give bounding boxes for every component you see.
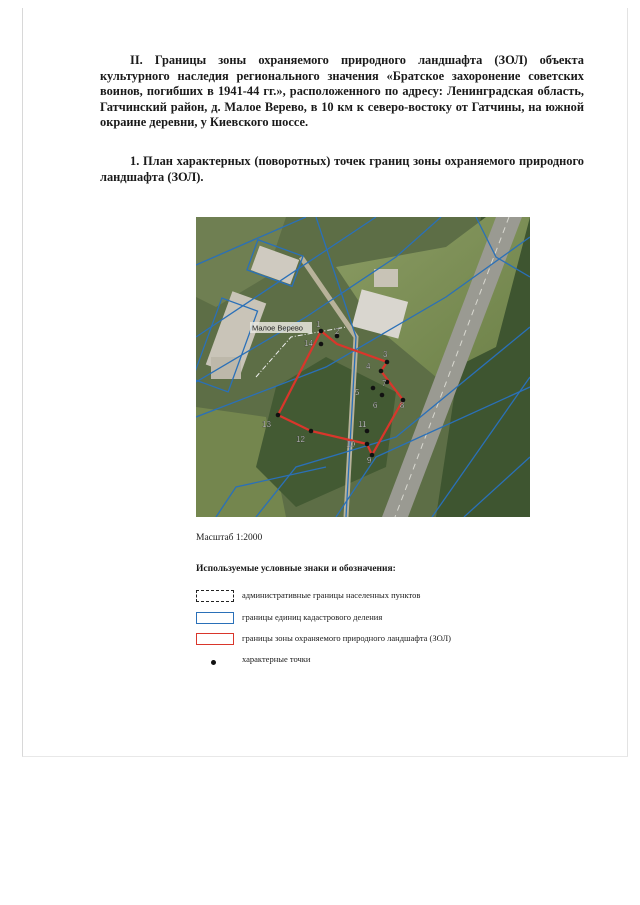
red-rectangle-icon	[196, 633, 234, 645]
legend-item-zol-boundary	[196, 633, 556, 647]
point-10	[365, 442, 370, 447]
point-label-11: 11	[358, 420, 367, 429]
point-label-4: 4	[366, 362, 371, 371]
black-dot-icon	[211, 660, 216, 665]
section-heading: II. Границы зоны охраняемого природного ландшафта (ЗОЛ) объекта культурного наследия регионального значения «Братское захоронение советских воинов, погибших в 1941-44 гг.», расположенного по адресу: Ленинградская область, Гатчинский район, д. Малое Верево, в 10 км к северо-востоку от Гатчины, на южной окраине деревни, у Киевского шоссе.	[100, 53, 584, 130]
point-label-6: 6	[373, 401, 378, 410]
point-4	[379, 369, 384, 374]
point-14	[319, 342, 324, 347]
legend-label: границы единиц кадастрового деления	[242, 612, 383, 622]
point-label-7: 7	[382, 379, 387, 388]
aerial-map	[196, 217, 530, 517]
point-1	[319, 329, 324, 334]
legend-title: Используемые условные знаки и обозначения:	[196, 564, 396, 574]
plan-subheading: 1. План характерных (поворотных) точек границ зоны охраняемого природного ландшафта (ЗОЛ).	[100, 154, 584, 184]
point-label-2: 2	[335, 327, 340, 336]
dash-dot-rectangle-icon	[196, 590, 234, 602]
map-scale: Масштаб 1:2000	[196, 533, 263, 543]
point-11	[365, 429, 370, 434]
point-label-5: 5	[355, 388, 360, 397]
map-canvas	[196, 217, 530, 517]
legend-item-admin-boundary	[196, 590, 556, 604]
point-label-3: 3	[383, 350, 388, 359]
point-label-13: 13	[262, 420, 271, 429]
point-3	[385, 360, 390, 365]
blue-rectangle-icon	[196, 612, 234, 624]
point-5	[371, 386, 376, 391]
legend-label: границы зоны охраняемого природного ландшафта (ЗОЛ)	[242, 633, 451, 643]
point-label-9: 9	[367, 456, 372, 465]
building-roof	[374, 269, 398, 287]
point-label-10: 10	[346, 440, 355, 449]
legend-label: административные границы населенных пунктов	[242, 590, 421, 600]
point-label-8: 8	[400, 401, 405, 410]
point-label-12: 12	[296, 435, 305, 444]
point-12	[309, 429, 314, 434]
point-label-14: 14	[304, 339, 313, 348]
legend-item-characteristic-points	[196, 654, 556, 668]
legend-item-cadastral-boundary	[196, 612, 556, 626]
point-label-1: 1	[316, 320, 321, 329]
village-label: Малое Верево	[252, 323, 303, 333]
legend-label: характерные точки	[242, 654, 311, 664]
point-6	[380, 393, 385, 398]
point-13	[276, 413, 281, 418]
